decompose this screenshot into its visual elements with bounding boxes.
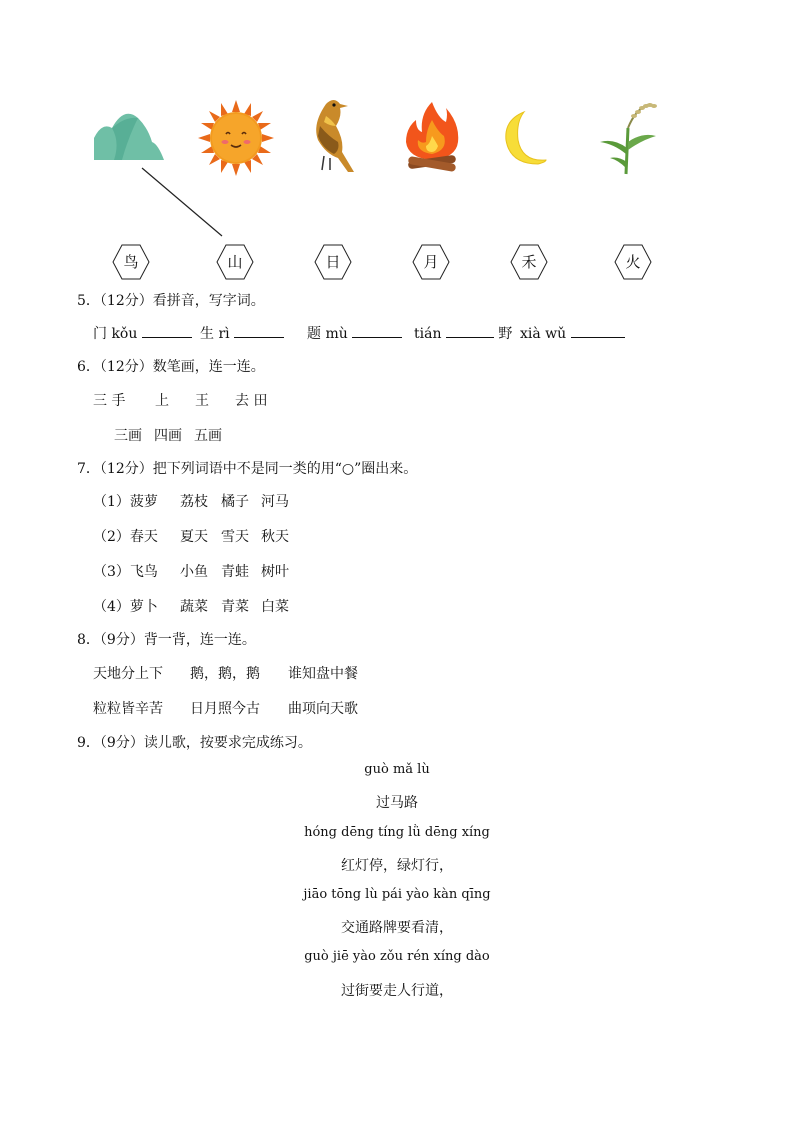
q5-answer-blank[interactable] xyxy=(446,323,494,338)
q7-word[interactable]: （4）萝卜 xyxy=(93,599,158,615)
q7-word[interactable]: 河马 xyxy=(261,494,289,510)
poem-pinyin: hóng dēng tíng lǜ dēng xíng xyxy=(304,825,490,840)
q5-answer-blank[interactable] xyxy=(142,323,192,338)
hex-char-label: 禾 xyxy=(521,253,537,271)
q5-item-prompt: 题 mù xyxy=(307,326,348,342)
q6-stroke-count[interactable]: 四画 xyxy=(154,428,182,444)
q5-item-prompt: tián xyxy=(414,326,442,342)
q7-word[interactable]: 夏天 xyxy=(180,529,208,545)
hex-char-label: 火 xyxy=(625,253,641,271)
poem-line: 过马路 xyxy=(376,795,418,811)
hex-char-grain[interactable] xyxy=(510,244,548,280)
hex-char-label: 山 xyxy=(227,253,243,271)
q6-stroke-count[interactable]: 五画 xyxy=(194,428,222,444)
q7-word[interactable]: 青菜 xyxy=(221,599,249,615)
q7-word[interactable]: （1）菠萝 xyxy=(93,494,158,510)
hex-char-label: 鸟 xyxy=(123,253,139,271)
hex-char-label: 日 xyxy=(325,253,341,271)
q5-item xyxy=(414,323,512,343)
q5-item xyxy=(520,323,625,342)
q7-word[interactable]: 青蛙 xyxy=(221,564,249,580)
poem-pinyin: guò mǎ lù xyxy=(364,762,430,777)
q6-char-group[interactable]: 去 田 xyxy=(235,393,268,409)
poem-line: 红灯停，绿灯行， xyxy=(341,858,453,874)
q8-title: 8．（9分）背一背，连一连。 xyxy=(77,632,256,648)
q5-item xyxy=(307,323,402,343)
q7-word[interactable]: 蔬菜 xyxy=(180,599,208,615)
q5-item xyxy=(200,323,284,343)
q6-title: 6．（12分）数笔画，连一连。 xyxy=(77,359,265,375)
q7-word[interactable]: 树叶 xyxy=(261,564,289,580)
q7-title: 7．（12分）把下列词语中不是同一类的用“○”圈出来。 xyxy=(77,461,418,477)
q5-answer-blank[interactable] xyxy=(234,323,284,338)
q5-title: 5．（12分）看拼音，写字词。 xyxy=(77,293,265,309)
hex-char-label: 月 xyxy=(423,253,439,271)
q8-verse[interactable]: 谁知盘中餐 xyxy=(288,666,358,682)
q7-word[interactable]: 雪天 xyxy=(221,529,249,545)
q6-char-group[interactable]: 三 手 xyxy=(93,393,126,409)
q5-answer-blank[interactable] xyxy=(571,323,625,338)
q7-word[interactable]: 橘子 xyxy=(221,494,249,510)
q5-item-suffix: 野 xyxy=(498,326,513,342)
q5-item-prompt: xià wǔ xyxy=(520,326,567,342)
poem-pinyin: guò jiē yào zǒu rén xíng dào xyxy=(304,949,490,964)
q8-verse[interactable]: 曲项向天歌 xyxy=(288,701,358,717)
q8-verse[interactable]: 天地分上下 xyxy=(93,666,163,682)
q6-char-group[interactable]: 上 xyxy=(155,393,169,409)
example-connection-line xyxy=(0,0,794,260)
q8-verse[interactable]: 粒粒皆辛苦 xyxy=(93,701,163,717)
q7-word[interactable]: 小鱼 xyxy=(180,564,208,580)
q6-stroke-count[interactable]: 三画 xyxy=(114,428,142,444)
hex-char-bird[interactable] xyxy=(112,244,150,280)
hex-char-sun[interactable] xyxy=(314,244,352,280)
q8-verse[interactable]: 日月照今古 xyxy=(190,701,260,717)
hex-char-mountain[interactable] xyxy=(216,244,254,280)
q7-word[interactable]: 秋天 xyxy=(261,529,289,545)
q6-char-group[interactable]: 王 xyxy=(195,393,209,409)
q5-item xyxy=(93,323,192,343)
hex-char-moon[interactable] xyxy=(412,244,450,280)
poem-pinyin: jiāo tōng lù pái yào kàn qīng xyxy=(303,887,491,902)
q7-word[interactable]: （2）春天 xyxy=(93,529,158,545)
hex-char-fire[interactable] xyxy=(614,244,652,280)
q8-verse[interactable]: 鹅，鹅，鹅 xyxy=(190,666,260,682)
q5-answer-blank[interactable] xyxy=(352,323,402,338)
q9-title: 9．（9分）读儿歌，按要求完成练习。 xyxy=(77,735,312,751)
q7-word[interactable]: 荔枝 xyxy=(180,494,208,510)
poem-line: 交通路牌要看清， xyxy=(341,920,453,936)
q5-item-prompt: 门 kǒu xyxy=(93,326,138,342)
q7-word[interactable]: 白菜 xyxy=(261,599,289,615)
poem-line: 过街要走人行道， xyxy=(341,983,453,999)
q5-item-prompt: 生 rì xyxy=(200,326,230,342)
q7-word[interactable]: （3）飞鸟 xyxy=(93,564,158,580)
